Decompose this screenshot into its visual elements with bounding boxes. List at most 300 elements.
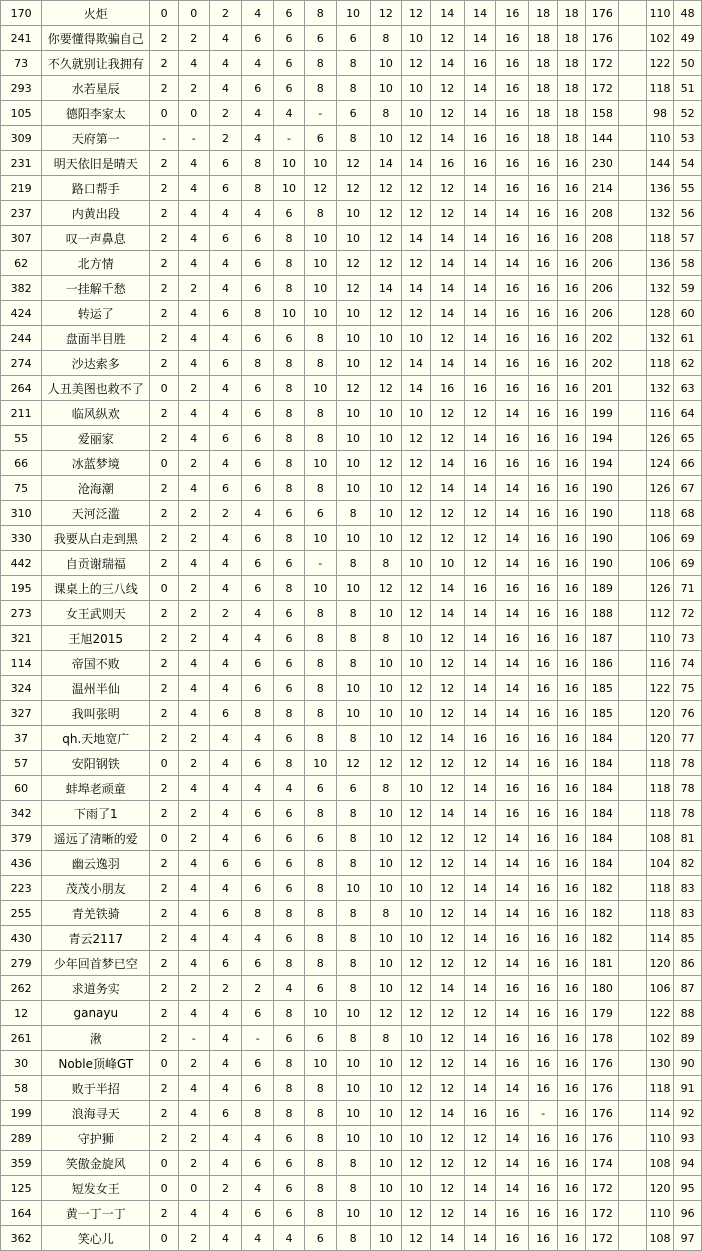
- round-score-cell: 10: [370, 326, 402, 351]
- player-name-cell: 王旭2015: [42, 626, 150, 651]
- player-name-cell: 临风纵欢: [42, 401, 150, 426]
- total-score-cell: 172: [586, 1201, 619, 1226]
- round-score-cell: 12: [336, 276, 370, 301]
- round-score-cell: 10: [336, 326, 370, 351]
- round-score-cell: 10: [370, 851, 402, 876]
- round-score-cell: 18: [529, 26, 558, 51]
- player-name-cell: 人丑美图也救不了: [42, 376, 150, 401]
- round-score-cell: 8: [336, 501, 370, 526]
- round-score-cell: 4: [242, 726, 274, 751]
- round-score-cell: 8: [304, 326, 336, 351]
- round-score-cell: 0: [150, 1151, 179, 1176]
- round-score-cell: 4: [178, 426, 209, 451]
- round-score-cell: 14: [464, 201, 496, 226]
- round-score-cell: 16: [529, 776, 558, 801]
- round-score-cell: 4: [178, 476, 209, 501]
- round-score-cell: 16: [496, 226, 529, 251]
- round-score-cell: 16: [529, 751, 558, 776]
- round-score-cell: 6: [304, 501, 336, 526]
- player-id-cell: 164: [1, 1201, 42, 1226]
- round-score-cell: 8: [304, 1176, 336, 1201]
- table-row: [1, 551, 702, 576]
- round-score-cell: 16: [557, 1176, 586, 1201]
- player-id-cell: 231: [1, 151, 42, 176]
- spacer-cell: [619, 201, 647, 226]
- round-score-cell: 14: [496, 526, 529, 551]
- sub-score-cell: 118: [646, 76, 674, 101]
- spacer-cell: [619, 301, 647, 326]
- round-score-cell: 16: [529, 701, 558, 726]
- round-score-cell: 4: [242, 101, 274, 126]
- round-score-cell: 10: [370, 76, 402, 101]
- round-score-cell: 2: [150, 201, 179, 226]
- round-score-cell: 16: [557, 801, 586, 826]
- round-score-cell: 6: [242, 451, 274, 476]
- round-score-cell: 14: [496, 601, 529, 626]
- round-score-cell: 8: [336, 926, 370, 951]
- round-score-cell: 10: [336, 876, 370, 901]
- sub-score-cell: 114: [646, 1101, 674, 1126]
- round-score-cell: 16: [529, 401, 558, 426]
- round-score-cell: 4: [178, 851, 209, 876]
- round-score-cell: 10: [402, 101, 431, 126]
- round-score-cell: 2: [178, 726, 209, 751]
- round-score-cell: 4: [178, 301, 209, 326]
- round-score-cell: 10: [370, 926, 402, 951]
- round-score-cell: 12: [402, 851, 431, 876]
- round-score-cell: 6: [209, 301, 242, 326]
- player-name-cell: qh.天地宽广: [42, 726, 150, 751]
- round-score-cell: 4: [242, 926, 274, 951]
- round-score-cell: 14: [496, 401, 529, 426]
- rank-cell: 82: [674, 851, 702, 876]
- sub-score-cell: 102: [646, 1026, 674, 1051]
- total-score-cell: 176: [586, 26, 619, 51]
- rank-cell: 85: [674, 926, 702, 951]
- player-name-cell: 一挂解千愁: [42, 276, 150, 301]
- round-score-cell: 10: [402, 876, 431, 901]
- round-score-cell: 12: [430, 826, 464, 851]
- rank-cell: 71: [674, 576, 702, 601]
- table-body: [1, 1, 702, 1251]
- table-row: [1, 851, 702, 876]
- round-score-cell: 4: [178, 1201, 209, 1226]
- round-score-cell: 4: [209, 751, 242, 776]
- round-score-cell: 16: [496, 926, 529, 951]
- round-score-cell: 12: [430, 1026, 464, 1051]
- rank-cell: 69: [674, 526, 702, 551]
- round-score-cell: 10: [304, 301, 336, 326]
- round-score-cell: 8: [370, 626, 402, 651]
- round-score-cell: 14: [402, 276, 431, 301]
- round-score-cell: 8: [242, 701, 274, 726]
- round-score-cell: 16: [496, 1, 529, 26]
- round-score-cell: 2: [178, 1051, 209, 1076]
- round-score-cell: 14: [430, 476, 464, 501]
- round-score-cell: 4: [178, 151, 209, 176]
- round-score-cell: 8: [274, 351, 305, 376]
- round-score-cell: 12: [464, 551, 496, 576]
- round-score-cell: 16: [430, 376, 464, 401]
- round-score-cell: 12: [464, 951, 496, 976]
- player-name-cell: 明天依旧是晴天: [42, 151, 150, 176]
- table-row: [1, 26, 702, 51]
- spacer-cell: [619, 76, 647, 101]
- round-score-cell: 12: [464, 1151, 496, 1176]
- round-score-cell: 12: [464, 401, 496, 426]
- round-score-cell: 14: [430, 976, 464, 1001]
- round-score-cell: 16: [464, 576, 496, 601]
- round-score-cell: 12: [370, 201, 402, 226]
- round-score-cell: 18: [529, 76, 558, 101]
- player-id-cell: 379: [1, 826, 42, 851]
- sub-score-cell: 106: [646, 526, 674, 551]
- round-score-cell: 8: [274, 1001, 305, 1026]
- rank-cell: 78: [674, 751, 702, 776]
- round-score-cell: 14: [464, 901, 496, 926]
- rank-cell: 67: [674, 476, 702, 501]
- player-id-cell: 105: [1, 101, 42, 126]
- round-score-cell: 14: [464, 476, 496, 501]
- round-score-cell: 16: [529, 626, 558, 651]
- table-row: [1, 726, 702, 751]
- spacer-cell: [619, 326, 647, 351]
- round-score-cell: 18: [557, 26, 586, 51]
- rank-cell: 90: [674, 1051, 702, 1076]
- round-score-cell: 12: [430, 776, 464, 801]
- rank-cell: 78: [674, 801, 702, 826]
- total-score-cell: 176: [586, 1076, 619, 1101]
- player-name-cell: 少年回首梦已空: [42, 951, 150, 976]
- round-score-cell: 6: [242, 676, 274, 701]
- spacer-cell: [619, 1076, 647, 1101]
- round-score-cell: 14: [496, 901, 529, 926]
- round-score-cell: 8: [336, 976, 370, 1001]
- round-score-cell: 4: [209, 1001, 242, 1026]
- round-score-cell: 16: [529, 876, 558, 901]
- round-score-cell: 6: [242, 1051, 274, 1076]
- round-score-cell: 12: [430, 201, 464, 226]
- round-score-cell: 2: [150, 476, 179, 501]
- round-score-cell: 14: [430, 276, 464, 301]
- round-score-cell: 12: [430, 326, 464, 351]
- round-score-cell: 12: [402, 426, 431, 451]
- round-score-cell: 12: [402, 1, 431, 26]
- round-score-cell: 16: [496, 301, 529, 326]
- round-score-cell: 0: [150, 376, 179, 401]
- round-score-cell: 12: [402, 576, 431, 601]
- spacer-cell: [619, 926, 647, 951]
- round-score-cell: 2: [209, 126, 242, 151]
- player-name-cell: 女王武则天: [42, 601, 150, 626]
- round-score-cell: 10: [402, 651, 431, 676]
- player-name-cell: 天府第一: [42, 126, 150, 151]
- round-score-cell: 6: [336, 26, 370, 51]
- round-score-cell: 16: [557, 676, 586, 701]
- round-score-cell: 12: [402, 51, 431, 76]
- round-score-cell: 16: [557, 226, 586, 251]
- round-score-cell: 4: [209, 626, 242, 651]
- total-score-cell: 184: [586, 726, 619, 751]
- round-score-cell: 6: [274, 851, 305, 876]
- total-score-cell: 184: [586, 826, 619, 851]
- round-score-cell: 14: [464, 226, 496, 251]
- sub-score-cell: 126: [646, 576, 674, 601]
- round-score-cell: 10: [304, 276, 336, 301]
- round-score-cell: 0: [178, 101, 209, 126]
- round-score-cell: 10: [370, 1051, 402, 1076]
- round-score-cell: 4: [209, 1076, 242, 1101]
- spacer-cell: [619, 526, 647, 551]
- round-score-cell: 12: [304, 176, 336, 201]
- round-score-cell: 8: [242, 351, 274, 376]
- round-score-cell: 16: [529, 1176, 558, 1201]
- total-score-cell: 181: [586, 951, 619, 976]
- round-score-cell: 16: [496, 801, 529, 826]
- round-score-cell: 12: [336, 251, 370, 276]
- round-score-cell: 16: [557, 251, 586, 276]
- round-score-cell: 10: [402, 551, 431, 576]
- round-score-cell: 16: [557, 951, 586, 976]
- sub-score-cell: 112: [646, 601, 674, 626]
- round-score-cell: 4: [242, 1, 274, 26]
- round-score-cell: 12: [430, 426, 464, 451]
- round-score-cell: 4: [178, 1076, 209, 1101]
- round-score-cell: 8: [304, 476, 336, 501]
- round-score-cell: 10: [304, 376, 336, 401]
- sub-score-cell: 122: [646, 1001, 674, 1026]
- round-score-cell: 8: [274, 251, 305, 276]
- round-score-cell: 12: [336, 376, 370, 401]
- round-score-cell: 14: [464, 176, 496, 201]
- round-score-cell: 16: [529, 926, 558, 951]
- round-score-cell: 2: [178, 76, 209, 101]
- player-name-cell: 内黄出段: [42, 201, 150, 226]
- total-score-cell: 206: [586, 251, 619, 276]
- sub-score-cell: 118: [646, 901, 674, 926]
- rank-cell: 96: [674, 1201, 702, 1226]
- round-score-cell: 2: [209, 1176, 242, 1201]
- round-score-cell: 6: [274, 76, 305, 101]
- table-row: [1, 1226, 702, 1251]
- round-score-cell: 8: [242, 301, 274, 326]
- round-score-cell: 16: [529, 576, 558, 601]
- round-score-cell: 10: [370, 1101, 402, 1126]
- round-score-cell: 6: [304, 976, 336, 1001]
- round-score-cell: 4: [178, 676, 209, 701]
- round-score-cell: 16: [557, 1076, 586, 1101]
- round-score-cell: 8: [304, 676, 336, 701]
- total-score-cell: 182: [586, 926, 619, 951]
- round-score-cell: 14: [496, 551, 529, 576]
- round-score-cell: 14: [496, 701, 529, 726]
- round-score-cell: 18: [557, 76, 586, 101]
- round-score-cell: 2: [178, 601, 209, 626]
- spacer-cell: [619, 751, 647, 776]
- table-row: [1, 701, 702, 726]
- round-score-cell: 16: [529, 326, 558, 351]
- table-row: [1, 451, 702, 476]
- round-score-cell: 6: [242, 576, 274, 601]
- round-score-cell: 8: [336, 651, 370, 676]
- round-score-cell: 16: [557, 176, 586, 201]
- player-id-cell: 211: [1, 401, 42, 426]
- round-score-cell: 8: [336, 601, 370, 626]
- round-score-cell: 16: [496, 776, 529, 801]
- rank-cell: 48: [674, 1, 702, 26]
- round-score-cell: 4: [178, 1001, 209, 1026]
- total-score-cell: 176: [586, 1126, 619, 1151]
- round-score-cell: 10: [370, 1076, 402, 1101]
- round-score-cell: 6: [274, 1126, 305, 1151]
- round-score-cell: 16: [496, 1226, 529, 1251]
- round-score-cell: 12: [430, 901, 464, 926]
- sub-score-cell: 118: [646, 876, 674, 901]
- round-score-cell: 4: [242, 1126, 274, 1151]
- round-score-cell: 12: [430, 851, 464, 876]
- round-score-cell: 4: [178, 201, 209, 226]
- round-score-cell: 2: [150, 876, 179, 901]
- round-score-cell: 6: [209, 701, 242, 726]
- rank-cell: 83: [674, 876, 702, 901]
- round-score-cell: 12: [430, 926, 464, 951]
- round-score-cell: 8: [274, 1076, 305, 1101]
- round-score-cell: 4: [178, 926, 209, 951]
- round-score-cell: 16: [529, 1126, 558, 1151]
- round-score-cell: 8: [336, 826, 370, 851]
- sub-score-cell: 122: [646, 51, 674, 76]
- total-score-cell: 172: [586, 1176, 619, 1201]
- round-score-cell: 12: [402, 301, 431, 326]
- round-score-cell: 10: [370, 51, 402, 76]
- table-row: [1, 51, 702, 76]
- table-row: [1, 76, 702, 101]
- round-score-cell: 4: [178, 701, 209, 726]
- round-score-cell: 8: [336, 951, 370, 976]
- round-score-cell: 8: [304, 701, 336, 726]
- round-score-cell: 16: [464, 1101, 496, 1126]
- round-score-cell: 6: [209, 426, 242, 451]
- round-score-cell: 2: [150, 926, 179, 951]
- round-score-cell: 8: [274, 1101, 305, 1126]
- round-score-cell: 2: [150, 401, 179, 426]
- round-score-cell: 2: [150, 1201, 179, 1226]
- table-row: [1, 1201, 702, 1226]
- round-score-cell: 0: [150, 751, 179, 776]
- round-score-cell: 10: [370, 526, 402, 551]
- round-score-cell: 12: [402, 1076, 431, 1101]
- round-score-cell: 16: [529, 851, 558, 876]
- round-score-cell: 4: [209, 1126, 242, 1151]
- round-score-cell: 6: [274, 801, 305, 826]
- round-score-cell: 6: [242, 251, 274, 276]
- round-score-cell: 8: [336, 51, 370, 76]
- round-score-cell: 14: [370, 151, 402, 176]
- round-score-cell: 14: [496, 1126, 529, 1151]
- round-score-cell: 4: [274, 976, 305, 1001]
- round-score-cell: 8: [336, 1026, 370, 1051]
- player-name-cell: 帝国不败: [42, 651, 150, 676]
- round-score-cell: 16: [529, 676, 558, 701]
- round-score-cell: 2: [150, 26, 179, 51]
- round-score-cell: 4: [209, 876, 242, 901]
- player-id-cell: 75: [1, 476, 42, 501]
- round-score-cell: 14: [464, 976, 496, 1001]
- round-score-cell: 12: [336, 751, 370, 776]
- player-id-cell: 261: [1, 1026, 42, 1051]
- round-score-cell: 8: [370, 901, 402, 926]
- round-score-cell: 14: [430, 726, 464, 751]
- rank-cell: 53: [674, 126, 702, 151]
- round-score-cell: 16: [557, 426, 586, 451]
- rank-cell: 73: [674, 626, 702, 651]
- round-score-cell: 16: [464, 151, 496, 176]
- total-score-cell: 206: [586, 276, 619, 301]
- sub-score-cell: 110: [646, 126, 674, 151]
- player-id-cell: 289: [1, 1126, 42, 1151]
- table-row: [1, 1176, 702, 1201]
- round-score-cell: 2: [150, 601, 179, 626]
- round-score-cell: 2: [242, 976, 274, 1001]
- round-score-cell: 14: [496, 476, 529, 501]
- round-score-cell: 12: [336, 176, 370, 201]
- round-score-cell: 10: [336, 226, 370, 251]
- round-score-cell: 6: [304, 776, 336, 801]
- round-score-cell: 8: [370, 101, 402, 126]
- round-score-cell: 12: [430, 1126, 464, 1151]
- round-score-cell: 16: [496, 976, 529, 1001]
- spacer-cell: [619, 426, 647, 451]
- round-score-cell: 6: [242, 1076, 274, 1101]
- round-score-cell: 16: [496, 1101, 529, 1126]
- sub-score-cell: 126: [646, 476, 674, 501]
- round-score-cell: 12: [402, 751, 431, 776]
- round-score-cell: 16: [496, 76, 529, 101]
- round-score-cell: 12: [402, 251, 431, 276]
- round-score-cell: 12: [402, 1001, 431, 1026]
- round-score-cell: 16: [557, 726, 586, 751]
- round-score-cell: 8: [274, 1051, 305, 1076]
- player-name-cell: 茂茂小朋友: [42, 876, 150, 901]
- sub-score-cell: 104: [646, 851, 674, 876]
- player-id-cell: 114: [1, 651, 42, 676]
- total-score-cell: 184: [586, 801, 619, 826]
- rank-cell: 68: [674, 501, 702, 526]
- round-score-cell: 4: [209, 1226, 242, 1251]
- sub-score-cell: 108: [646, 1151, 674, 1176]
- spacer-cell: [619, 776, 647, 801]
- player-id-cell: 424: [1, 301, 42, 326]
- round-score-cell: 6: [274, 876, 305, 901]
- player-name-cell: 转运了: [42, 301, 150, 326]
- total-score-cell: 199: [586, 401, 619, 426]
- round-score-cell: 16: [557, 326, 586, 351]
- round-score-cell: 14: [464, 76, 496, 101]
- player-name-cell: 安阳钢铁: [42, 751, 150, 776]
- player-id-cell: 442: [1, 551, 42, 576]
- round-score-cell: 12: [464, 526, 496, 551]
- rank-cell: 88: [674, 1001, 702, 1026]
- round-score-cell: 6: [304, 1226, 336, 1251]
- rank-cell: 62: [674, 351, 702, 376]
- rank-cell: 86: [674, 951, 702, 976]
- round-score-cell: 14: [496, 501, 529, 526]
- player-id-cell: 262: [1, 976, 42, 1001]
- sub-score-cell: 108: [646, 826, 674, 851]
- round-score-cell: 6: [274, 1026, 305, 1051]
- round-score-cell: 12: [370, 751, 402, 776]
- total-score-cell: 184: [586, 851, 619, 876]
